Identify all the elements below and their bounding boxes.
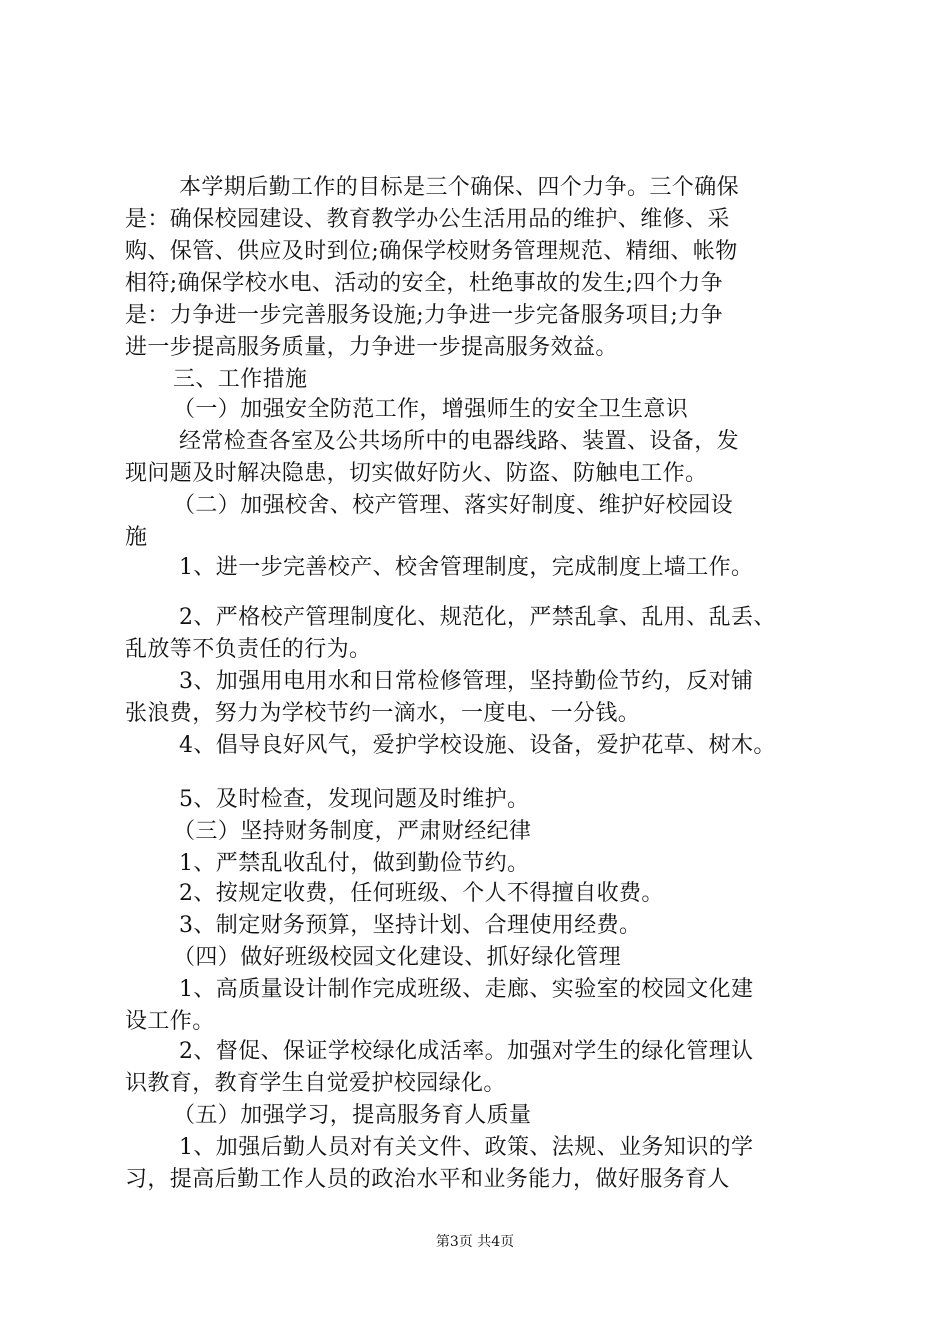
text-line: 进一步提高服务质量，力争进一步提高服务效益。 bbox=[125, 335, 618, 360]
list-item: 1、高质量设计制作完成班级、走廊、实验室的校园文化建 bbox=[179, 977, 754, 1002]
subsection-heading: （五）加强学习，提高服务育人质量 bbox=[173, 1103, 532, 1128]
text-line: 识教育，教育学生自觉爱护校园绿化。 bbox=[125, 1071, 506, 1096]
text-line: 本学期后勤工作的目标是三个确保、四个力争。三个确保 bbox=[179, 175, 740, 200]
list-item: 4、倡导良好风气，爱护学校设施、设备，爱护花草、树木。 bbox=[179, 733, 776, 758]
list-item: 2、严格校产管理制度化、规范化，严禁乱拿、乱用、乱丢、 bbox=[179, 605, 776, 630]
list-item: 3、加强用电用水和日常检修管理，坚持勤俭节约，反对铺 bbox=[179, 669, 754, 694]
text-line: 施 bbox=[125, 525, 148, 550]
text-line: 现问题及时解决隐患，切实做好防火、防盗、防触电工作。 bbox=[125, 461, 708, 486]
text-line: 乱放等不负责任的行为。 bbox=[125, 637, 372, 662]
subsection-heading: （四）做好班级校园文化建设、抓好绿化管理 bbox=[173, 945, 622, 970]
text-line: 是：确保校园建设、教育教学办公生活用品的维护、维修、采 bbox=[125, 207, 730, 232]
subsection-heading: （二）加强校舍、校产管理、落实好制度、维护好校园设 bbox=[173, 493, 734, 518]
list-item: 1、进一步完善校产、校舍管理制度，完成制度上墙工作。 bbox=[179, 555, 754, 580]
text-line: 相符;确保学校水电、活动的安全，杜绝事故的发生;四个力争 bbox=[125, 271, 724, 296]
subsection-heading: （一）加强安全防范工作，增强师生的安全卫生意识 bbox=[173, 397, 689, 422]
text-line: 经常检查各室及公共场所中的电器线路、装置、设备，发 bbox=[179, 429, 740, 454]
list-item: 5、及时检查，发现问题及时维护。 bbox=[179, 787, 530, 812]
list-item: 2、按规定收费，任何班级、个人不得擅自收费。 bbox=[179, 881, 664, 906]
page-number: 第3页 共4页 bbox=[435, 1234, 515, 1250]
list-item: 1、加强后勤人员对有关文件、政策、法规、业务知识的学 bbox=[179, 1135, 754, 1160]
text-line: 购、保管、供应及时到位;确保学校财务管理规范、精细、帐物 bbox=[125, 239, 738, 264]
text-line: 是：力争进一步完善服务设施;力争进一步完备服务项目;力争 bbox=[125, 303, 724, 328]
text-line: 张浪费，努力为学校节约一滴水，一度电、一分钱。 bbox=[125, 701, 641, 726]
text-line: 习，提高后勤工作人员的政治水平和业务能力，做好服务育人 bbox=[125, 1167, 730, 1192]
list-item: 3、制定财务预算，坚持计划、合理使用经费。 bbox=[179, 913, 642, 938]
list-item: 2、督促、保证学校绿化成活率。加强对学生的绿化管理认 bbox=[179, 1039, 754, 1064]
subsection-heading: （三）坚持财务制度，严肃财经纪律 bbox=[173, 819, 532, 844]
list-item: 1、严禁乱收乱付，做到勤俭节约。 bbox=[179, 851, 530, 876]
section-heading: 三、工作措施 bbox=[173, 367, 308, 392]
text-line: 设工作。 bbox=[125, 1009, 215, 1034]
